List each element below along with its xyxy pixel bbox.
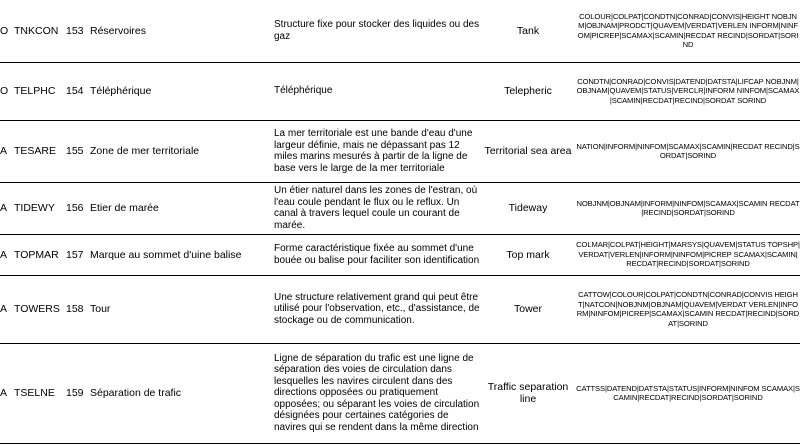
object-number: 158 bbox=[66, 303, 84, 315]
primitive-type: A bbox=[0, 248, 8, 261]
primitive-type: A bbox=[0, 202, 8, 214]
object-description-fr: Forme caractéristique fixée au sommet d'une bouée ou balise pour faciliter son identification bbox=[274, 234, 480, 275]
object-name-fr: Réservoires bbox=[90, 24, 147, 37]
object-name-en: Traffic separation line bbox=[480, 343, 576, 443]
object-acronym: TELPHC bbox=[14, 85, 56, 97]
object-name-fr: Etier de marée bbox=[90, 202, 159, 214]
primitive-type: A bbox=[0, 145, 8, 157]
object-name-en: Territorial sea area bbox=[480, 120, 576, 182]
object-description-fr: Une structure relativement grand qui peut être utilisé pour l'observation, etc., d'assistance, de stockage ou de communication. bbox=[274, 275, 480, 343]
object-description-fr: Un étier naturel dans les zones de l'estran, où l'eau coule pendant le flux ou le reflux. Un canal à travers lequel coule un courant de marée. bbox=[274, 182, 480, 234]
object-name-fr: Tour bbox=[90, 303, 111, 315]
object-name-fr: Séparation de trafic bbox=[90, 387, 182, 399]
object-attributes: NATION|INFORM|NINFOM|SCAMAX|SCAMIN|RECDAT RECIND|SORDAT|SORIND bbox=[576, 120, 800, 182]
object-number: 153 bbox=[66, 24, 84, 37]
object-description-fr: Ligne de séparation du trafic est une ligne de séparation des voies de circulation dans lesquelles les navires circulent dans des directions opposées ou pratiquement opposées; ou séparant les voies de circulation désignées pour certaines catégories de navires qui se rendent dans la même direction bbox=[274, 343, 480, 443]
object-code-cell bbox=[0, 343, 274, 443]
object-name-en: Telepheric bbox=[480, 62, 576, 120]
object-name-en: Tideway bbox=[480, 182, 576, 234]
object-number: 154 bbox=[66, 85, 84, 97]
object-attributes: CATTOW|COLOUR|COLPAT|CONDTN|CONRAD|CONVIS HEIGHT|NATCON|NOBJNM|OBJNAM|QUAVEM|VERDAT VERLEN|INFORM|NINFOM|PICREP|SCAMAX|SCAMIN RECDAT|RECIND|SORDAT|SORIND bbox=[576, 275, 800, 343]
primitive-type: O bbox=[0, 24, 9, 37]
object-acronym: TOPMAR bbox=[14, 248, 59, 261]
table-row bbox=[0, 62, 800, 120]
object-acronym: TESARE bbox=[14, 145, 57, 157]
object-description-fr: Téléphérique bbox=[274, 62, 480, 120]
primitive-type: A bbox=[0, 303, 8, 315]
object-number: 156 bbox=[66, 202, 84, 214]
object-name-en: Top mark bbox=[480, 234, 576, 275]
object-acronym: TSELNE bbox=[14, 387, 55, 399]
object-code-cell bbox=[0, 275, 274, 343]
object-code-cell bbox=[0, 120, 274, 182]
object-number: 157 bbox=[66, 248, 84, 261]
object-number: 159 bbox=[66, 387, 84, 399]
object-acronym: TNKCON bbox=[14, 24, 59, 37]
primitive-type: O bbox=[0, 85, 9, 97]
object-description-fr: Structure fixe pour stocker des liquides ou des gaz bbox=[274, 0, 480, 62]
object-attributes: CONDTN|CONRAD|CONVIS|DATEND|DATSTA|LIFCAP NOBJNM|OBJNAM|QUAVEM|STATUS|VERCLR|INFORM NINFOM|SCAMAX|SCAMIN|RECDAT|RECIND|SORDAT SORIND bbox=[576, 62, 800, 120]
object-acronym: TIDEWY bbox=[14, 202, 55, 214]
object-code-cell bbox=[0, 62, 274, 120]
object-attributes: NOBJNM|OBJNAM|INFORM|NINFOM|SCAMAX|SCAMIN RECDAT|RECIND|SORDAT|SORIND bbox=[576, 182, 800, 234]
object-attributes: COLMAR|COLPAT|HEIGHT|MARSYS|QUAVEM|STATUS TOPSHP|VERDAT|VERLEN|INFORM|NINFOM|PICREP SCAMAX|SCAMIN|RECDAT|RECIND|SORDAT|SORIND bbox=[576, 234, 800, 275]
object-code-cell bbox=[0, 234, 274, 275]
object-name-fr: Zone de mer territoriale bbox=[90, 145, 200, 157]
table-row bbox=[0, 120, 800, 182]
table-row bbox=[0, 343, 800, 443]
table-row bbox=[0, 0, 800, 62]
object-number: 155 bbox=[66, 145, 84, 157]
object-name-en: Tank bbox=[480, 0, 576, 62]
primitive-type: A bbox=[0, 387, 8, 399]
object-attributes: CATTSS|DATEND|DATSTA|STATUS|INFORM|NINFOM SCAMAX|SCAMIN|RECDAT|RECIND|SORDAT|SORIND bbox=[576, 343, 800, 443]
table-row bbox=[0, 275, 800, 343]
table-row bbox=[0, 234, 800, 275]
object-description-fr: La mer territoriale est une bande d'eau d'une largeur définie, mais ne dépassant pas 12 miles marins mesurés à partir de la ligne de base vers le large de la mer territoriale bbox=[274, 120, 480, 182]
object-acronym: TOWERS bbox=[14, 303, 60, 315]
object-code-cell bbox=[0, 182, 274, 234]
object-name-fr: Téléphérique bbox=[90, 85, 152, 97]
object-attributes: COLOUR|COLPAT|CONDTN|CONRAD|CONVIS|HEIGHT NOBJNM|OBJNAM|PRODCT|QUAVEM|VERDAT|VERLEN INFORM|NINFOM|PICREP|SCAMAX|SCAMIN|RECDAT RECIND|SORDAT|SORIND bbox=[576, 0, 800, 62]
object-name-en: Tower bbox=[480, 275, 576, 343]
table-row bbox=[0, 182, 800, 234]
object-name-fr: Marque au sommet d'uine balise bbox=[90, 248, 242, 261]
object-code-cell bbox=[0, 0, 274, 62]
